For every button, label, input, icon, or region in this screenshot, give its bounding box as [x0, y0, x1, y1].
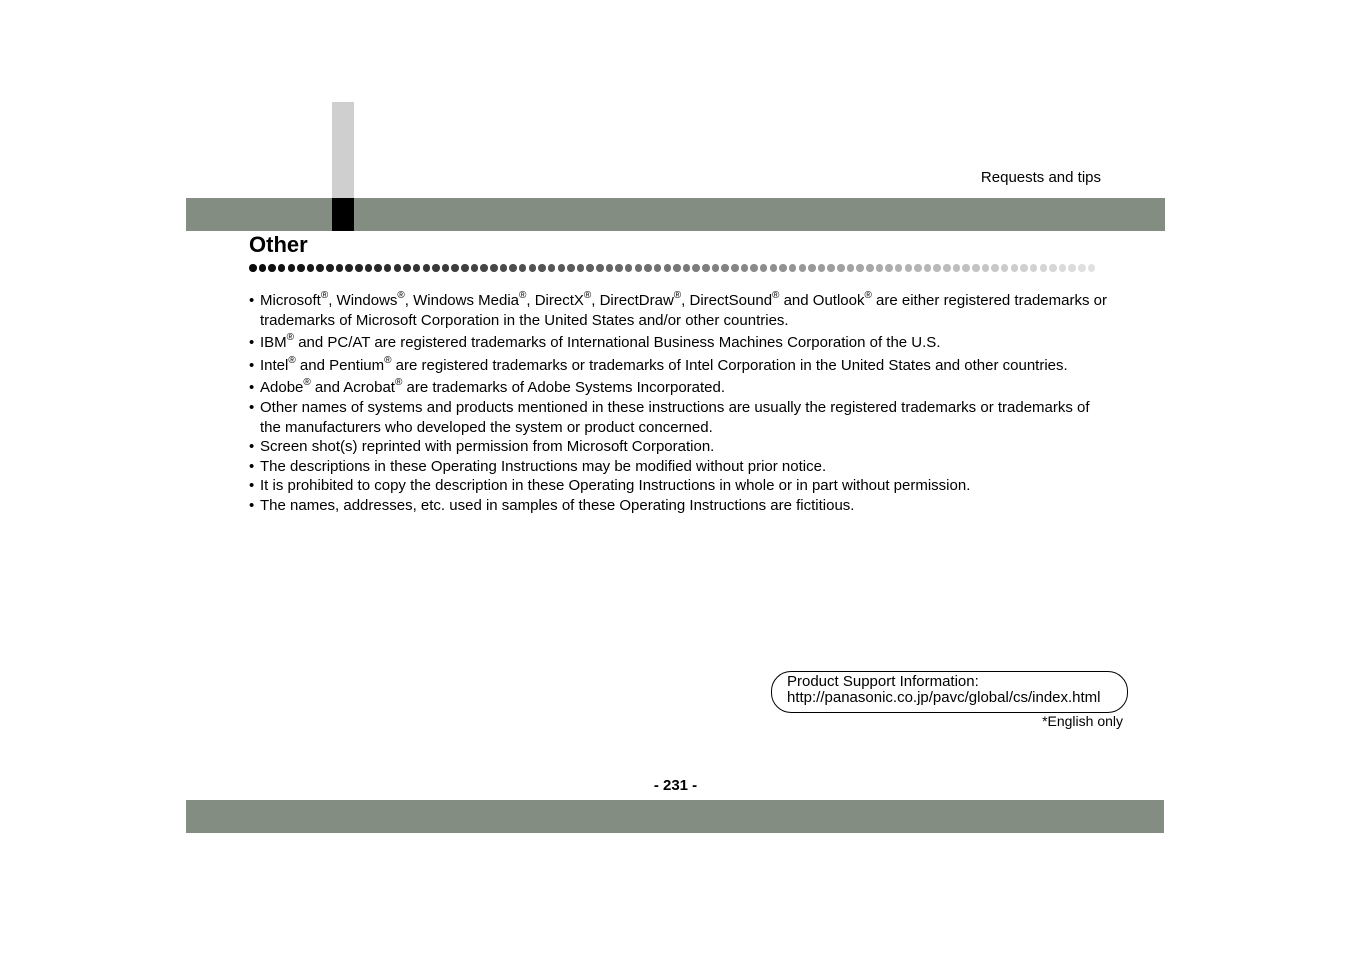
divider-dot — [895, 264, 903, 272]
divider-dot — [268, 264, 276, 272]
page-number: - 231 - — [653, 777, 698, 794]
divider-dot — [394, 264, 402, 272]
divider-dot — [982, 264, 990, 272]
divider-dot — [577, 264, 585, 272]
chapter-tab — [332, 102, 354, 198]
list-item-text: are registered trademarks or trademarks of Intel Corporation in the United States and other countries. — [391, 356, 1068, 374]
registered-mark: ® — [772, 290, 780, 301]
list-item — [249, 457, 1109, 477]
divider-dot — [596, 264, 604, 272]
divider-dot — [538, 264, 546, 272]
registered-mark: ® — [286, 332, 295, 344]
divider-dot — [953, 264, 961, 272]
divider-dot — [644, 264, 652, 272]
registered-mark: ® — [384, 354, 392, 366]
divider-dot — [972, 264, 980, 272]
registered-mark: ® — [519, 290, 527, 301]
divider-dot — [259, 264, 267, 272]
divider-dot — [866, 264, 874, 272]
list-item-text: and PC/AT are registered trademarks of International Business Machines Corporation of the U.S. — [294, 334, 941, 352]
divider-dot — [345, 264, 353, 272]
divider-dot — [1040, 264, 1048, 272]
divider-dot — [808, 264, 816, 272]
list-item-text: and Pentium — [295, 356, 385, 374]
list-item-text: and Acrobat — [310, 379, 395, 397]
trademark-list — [249, 291, 1109, 516]
divider-dot — [480, 264, 488, 272]
divider-dot — [374, 264, 382, 272]
divider-dot — [1059, 264, 1067, 272]
divider-dot — [876, 264, 884, 272]
section-label: Requests and tips — [980, 169, 1101, 186]
list-item-text: Microsoft — [260, 292, 321, 309]
footer-band — [186, 800, 1164, 833]
registered-mark: ® — [303, 377, 311, 389]
list-item-text: Adobe — [260, 379, 304, 397]
divider-dot — [432, 264, 440, 272]
list-item-text: are either registered trademarks or trademarks of Microsoft Corporation in the United States and/or other countries. — [260, 292, 1107, 329]
divider-dot — [548, 264, 556, 272]
divider-dot — [403, 264, 411, 272]
divider-dot — [1049, 264, 1057, 272]
divider-dot — [567, 264, 575, 272]
list-item-text: It is prohibited to copy the description in these Operating Instructions in whole or in part without permission. — [260, 477, 971, 495]
registered-mark: ® — [864, 290, 872, 301]
divider-dot — [1001, 264, 1009, 272]
divider-dot — [413, 264, 421, 272]
support-url[interactable]: http://panasonic.co.jp/pavc/global/cs/index.html — [787, 689, 1101, 706]
divider-dot — [799, 264, 807, 272]
divider-dot — [924, 264, 932, 272]
registered-mark: ® — [397, 290, 405, 301]
list-item-text: , DirectSound — [681, 292, 773, 309]
divider-dot — [558, 264, 566, 272]
list-item-text: Intel — [260, 356, 289, 374]
divider-dot — [615, 264, 623, 272]
divider-dot — [1020, 264, 1028, 272]
divider-dot — [914, 264, 922, 272]
divider-dot — [856, 264, 864, 272]
list-item-text: The descriptions in these Operating Instructions may be modified without prior notice. — [260, 457, 827, 475]
divider-dot — [384, 264, 392, 272]
registered-mark: ® — [673, 290, 682, 301]
list-item — [249, 476, 1109, 496]
divider-dot — [249, 264, 257, 272]
divider-dot — [355, 264, 363, 272]
divider-dot — [316, 264, 324, 272]
divider-dot — [837, 264, 845, 272]
divider-dot — [789, 264, 797, 272]
divider-dot — [471, 264, 479, 272]
registered-mark: ® — [394, 377, 403, 389]
list-item-text: , DirectX — [526, 292, 584, 309]
divider-dot — [654, 264, 662, 272]
divider-dot — [451, 264, 459, 272]
divider-dot — [606, 264, 614, 272]
registered-mark: ® — [583, 290, 592, 301]
english-only-note: *English only — [1042, 713, 1123, 729]
list-item — [249, 333, 1109, 353]
list-item — [249, 356, 1109, 376]
divider-dot — [741, 264, 749, 272]
divider-dot — [673, 264, 681, 272]
divider-dot — [326, 264, 334, 272]
list-item-text: , DirectDraw — [591, 292, 674, 309]
list-item — [249, 378, 1109, 398]
divider-dot — [336, 264, 344, 272]
divider-dot — [721, 264, 729, 272]
divider-dot — [490, 264, 498, 272]
divider-dot — [288, 264, 296, 272]
registered-mark: ® — [288, 354, 296, 366]
list-item — [249, 437, 1109, 457]
list-item — [249, 291, 1109, 330]
divider-dot — [664, 264, 672, 272]
divider-dot — [885, 264, 893, 272]
divider-dot — [586, 264, 594, 272]
divider-dot — [962, 264, 970, 272]
support-info-box — [771, 671, 1128, 713]
divider-dot — [509, 264, 517, 272]
divider-dot — [297, 264, 305, 272]
page-title: Other — [249, 232, 308, 257]
list-item-text: , Windows Media — [404, 292, 519, 309]
divider-dot — [1068, 264, 1076, 272]
list-item-text: The names, addresses, etc. used in samples of these Operating Instructions are fictitious. — [260, 496, 855, 514]
divider-dot — [827, 264, 835, 272]
list-item-text: are trademarks of Adobe Systems Incorporated. — [402, 379, 726, 397]
divider-dot — [933, 264, 941, 272]
divider-dot — [1088, 264, 1096, 272]
registered-mark: ® — [320, 290, 329, 301]
divider-dot — [529, 264, 537, 272]
divider-dot — [692, 264, 700, 272]
support-heading: Product Support Information: — [787, 673, 979, 690]
divider-dot — [625, 264, 633, 272]
divider-dot — [519, 264, 527, 272]
list-item-text: Screen shot(s) reprinted with permission from Microsoft Corporation. — [260, 438, 715, 456]
list-item — [249, 398, 1109, 437]
list-item-text: , Windows — [328, 292, 398, 309]
divider-dot — [1011, 264, 1019, 272]
dotted-divider — [249, 264, 1101, 273]
divider-dot — [818, 264, 826, 272]
divider-dot — [712, 264, 720, 272]
divider-dot — [702, 264, 710, 272]
divider-dot — [365, 264, 373, 272]
list-item-text: IBM — [260, 334, 287, 352]
divider-dot — [442, 264, 450, 272]
divider-dot — [770, 264, 778, 272]
divider-dot — [635, 264, 643, 272]
divider-dot — [779, 264, 787, 272]
chapter-tab-marker — [332, 198, 354, 231]
divider-dot — [760, 264, 768, 272]
divider-dot — [307, 264, 315, 272]
divider-dot — [943, 264, 951, 272]
divider-dot — [1030, 264, 1038, 272]
divider-dot — [500, 264, 508, 272]
list-item — [249, 496, 1109, 516]
divider-dot — [847, 264, 855, 272]
list-item-text: Other names of systems and products mentioned in these instructions are usually the registered trademarks or trademarks of the manufacturers who developed the system or product concerned. — [260, 398, 1090, 436]
divider-dot — [991, 264, 999, 272]
divider-dot — [683, 264, 691, 272]
divider-dot — [731, 264, 739, 272]
divider-dot — [423, 264, 431, 272]
divider-dot — [1078, 264, 1086, 272]
divider-dot — [750, 264, 758, 272]
divider-dot — [905, 264, 913, 272]
divider-dot — [461, 264, 469, 272]
divider-dot — [278, 264, 286, 272]
list-item-text: and Outlook — [779, 292, 865, 309]
